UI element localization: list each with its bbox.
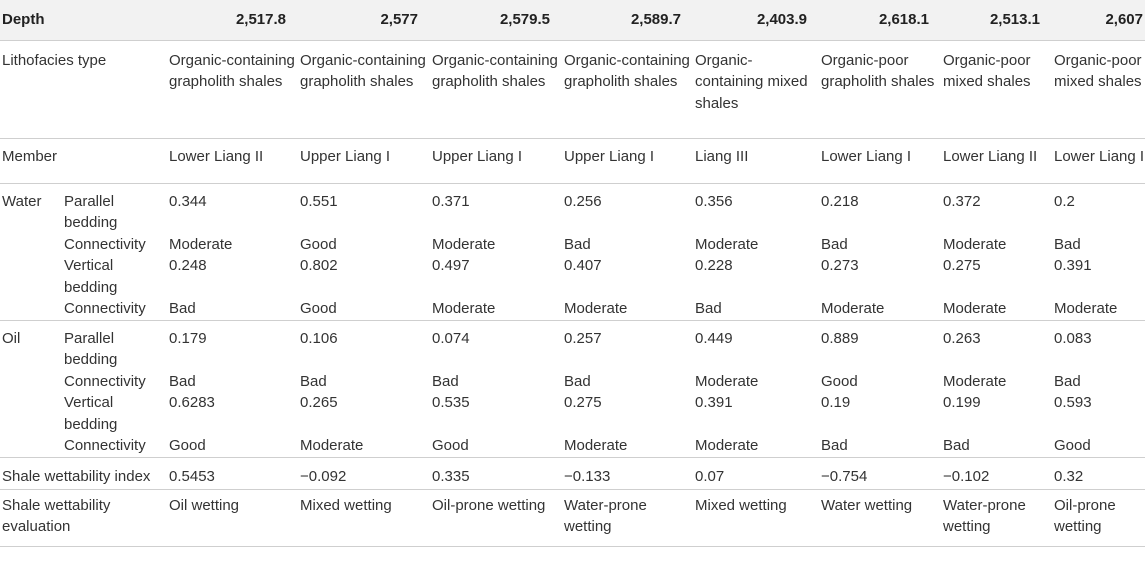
table-cell: −0.133 — [560, 457, 691, 489]
sub-label: Connectivity — [64, 235, 146, 253]
table-cell: Lower Liang II — [165, 138, 296, 183]
table-cell: Bad — [564, 372, 591, 390]
table-cell: −0.754 — [817, 457, 939, 489]
table-cell: Upper Liang I — [428, 138, 560, 183]
table-cell: 0.593 — [1054, 394, 1092, 411]
table-cell: 0.802 — [300, 257, 338, 274]
depth-value: 2,579.5 — [499, 11, 550, 28]
table-cell: Upper Liang I — [296, 138, 428, 183]
table-cell: Organic-poor mixed shales — [939, 40, 1050, 138]
table-cell: Bad — [821, 437, 848, 454]
table-cell: 0.257 — [560, 320, 691, 371]
wettability-evaluation-row — [0, 489, 1145, 546]
depth-value: 2,403.9 — [756, 11, 807, 28]
table-cell: 0.218 — [817, 183, 939, 234]
row-label: Shale wettability index — [0, 457, 165, 489]
table-cell: Moderate — [432, 235, 496, 253]
table-cell: 0.407 — [564, 257, 602, 274]
group-label-water: Water — [0, 183, 60, 234]
sub-label: Connectivity — [64, 300, 146, 317]
table-cell: Moderate — [695, 437, 759, 454]
table-cell: Moderate — [1054, 300, 1118, 317]
table-cell: 0.449 — [691, 320, 817, 371]
table-cell: Water wetting — [817, 489, 939, 546]
table-cell: 0.275 — [564, 394, 602, 411]
table-cell: 0.265 — [300, 394, 338, 411]
table-cell: 0.263 — [939, 320, 1050, 371]
table-cell: 0.551 — [296, 183, 428, 234]
table-cell: Moderate — [169, 235, 233, 253]
table-cell: Bad — [564, 235, 591, 253]
sub-label: Vertical bedding — [64, 394, 118, 433]
depth-value: 2,618.1 — [878, 11, 929, 28]
table-cell: Mixed wetting — [691, 489, 817, 546]
table-cell: Oil-prone wetting — [428, 489, 560, 546]
table-cell: Moderate — [821, 300, 885, 317]
table-cell: Lower Liang I — [817, 138, 939, 183]
sub-label: Connectivity — [64, 372, 146, 390]
table-cell: Lower Liang II — [939, 138, 1050, 183]
depth-value: 2,589.7 — [630, 11, 681, 28]
oil-connectivity-row — [0, 435, 1145, 457]
group-label-oil: Oil — [0, 320, 60, 371]
table-cell: 0.6283 — [169, 394, 215, 411]
sub-label: Connectivity — [64, 437, 146, 454]
table-cell: Upper Liang I — [560, 138, 691, 183]
table-cell: 0.106 — [296, 320, 428, 371]
depth-header: Depth — [2, 11, 45, 28]
table-cell: Organic-containing grapholith shales — [560, 40, 691, 138]
row-label: Member — [0, 138, 165, 183]
depth-value: 2,517.8 — [235, 11, 286, 28]
table-cell: Bad — [300, 372, 327, 390]
table-cell: Organic-containing grapholith shales — [428, 40, 560, 138]
table-cell: 0.228 — [695, 257, 733, 274]
depth-value: 2,607 — [1105, 11, 1143, 28]
table-cell: 0.32 — [1050, 457, 1145, 489]
table-cell: Bad — [169, 372, 196, 390]
water-vertical-row — [0, 255, 1145, 298]
oil-connectivity-row — [0, 371, 1145, 393]
table-cell: Organic-containing mixed shales — [691, 40, 817, 138]
table-cell: Moderate — [564, 300, 628, 317]
sub-label: Parallel bedding — [60, 183, 165, 234]
table-cell: 0.275 — [943, 257, 981, 274]
table-cell: Oil-prone wetting — [1050, 489, 1145, 546]
water-connectivity-row — [0, 234, 1145, 256]
table-cell: Organic-poor grapholith shales — [817, 40, 939, 138]
table-cell: Good — [821, 372, 858, 390]
table-cell: 0.356 — [691, 183, 817, 234]
table-cell: Moderate — [695, 235, 759, 253]
table-cell: Moderate — [432, 300, 496, 317]
header-row — [0, 0, 1145, 40]
table-cell: 0.372 — [939, 183, 1050, 234]
table-cell: Organic-poor mixed shales — [1050, 40, 1145, 138]
table-cell: Moderate — [943, 235, 1007, 253]
depth-value: 2,513.1 — [989, 11, 1040, 28]
member-row — [0, 138, 1145, 183]
table-cell: 0.19 — [821, 394, 851, 411]
table-cell: 0.5453 — [165, 457, 296, 489]
sub-label: Vertical bedding — [64, 257, 118, 296]
table-cell: 0.256 — [560, 183, 691, 234]
table-cell: Water-prone wetting — [560, 489, 691, 546]
table-cell: 0.07 — [691, 457, 817, 489]
table-cell: Moderate — [943, 372, 1007, 390]
table-cell: 0.344 — [165, 183, 296, 234]
sub-label: Parallel bedding — [60, 320, 165, 371]
table-cell: 0.391 — [1054, 257, 1092, 274]
table-cell: 0.074 — [428, 320, 560, 371]
table-cell: Bad — [432, 372, 459, 390]
table-cell: Moderate — [943, 300, 1007, 317]
table-cell: 0.335 — [428, 457, 560, 489]
table-cell: Bad — [943, 437, 970, 454]
table-cell: 0.179 — [165, 320, 296, 371]
table-cell: Liang III — [691, 138, 817, 183]
table-cell: Moderate — [695, 372, 759, 390]
table-cell: Bad — [169, 300, 196, 317]
row-label: Shale wettability evaluation — [0, 489, 165, 546]
table-cell: 0.391 — [695, 394, 733, 411]
lithofacies-row — [0, 40, 1145, 138]
water-parallel-row — [0, 183, 1145, 234]
oil-vertical-row — [0, 392, 1145, 435]
table-cell: 0.199 — [943, 394, 981, 411]
table-cell: 0.497 — [432, 257, 470, 274]
table-cell: Bad — [1054, 372, 1081, 390]
wettability-index-row — [0, 457, 1145, 489]
table-cell: Good — [300, 300, 337, 317]
table-cell: 0.248 — [169, 257, 207, 274]
table-cell: Good — [169, 437, 206, 454]
table-cell: Bad — [1054, 235, 1081, 253]
table-cell: 0.889 — [817, 320, 939, 371]
table-cell: Moderate — [300, 437, 364, 454]
table-cell: 0.083 — [1050, 320, 1145, 371]
table-cell: 0.2 — [1050, 183, 1145, 234]
table-cell: Organic-containing grapholith shales — [296, 40, 428, 138]
table-cell: 0.273 — [821, 257, 859, 274]
table-cell: Water-prone wetting — [939, 489, 1050, 546]
oil-parallel-row — [0, 320, 1145, 371]
table-cell: 0.371 — [428, 183, 560, 234]
table-cell: Good — [432, 437, 469, 454]
table-cell: Organic-containing grapholith shales — [165, 40, 296, 138]
table-cell: Oil wetting — [165, 489, 296, 546]
table-cell: Mixed wetting — [296, 489, 428, 546]
table-cell: Moderate — [564, 437, 628, 454]
table-cell: Lower Liang I — [1050, 138, 1145, 183]
table-cell: −0.092 — [296, 457, 428, 489]
table-cell: −0.102 — [939, 457, 1050, 489]
water-connectivity-row — [0, 298, 1145, 320]
table-cell: 0.535 — [432, 394, 470, 411]
table-cell: Good — [300, 235, 337, 253]
row-label: Lithofacies type — [0, 40, 165, 138]
table-cell: Good — [1054, 437, 1091, 454]
table-cell: Bad — [695, 300, 722, 317]
table-cell: Bad — [821, 235, 848, 253]
depth-value: 2,577 — [380, 11, 418, 28]
